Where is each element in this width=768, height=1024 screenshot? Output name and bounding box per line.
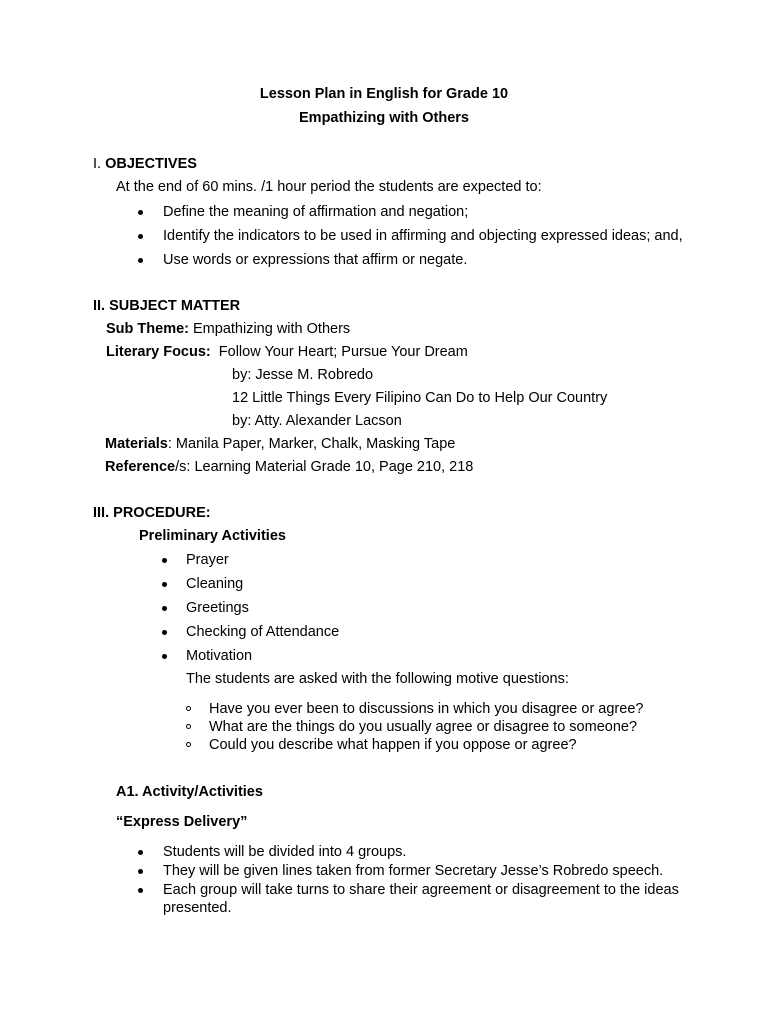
motive-intro: The students are asked with the following motive questions: [186, 671, 569, 687]
bullet-icon [162, 606, 167, 611]
circle-bullet-icon [186, 724, 191, 729]
bullet-icon [138, 258, 143, 263]
literary-focus-title-2: 12 Little Things Every Filipino Can Do to Help Our Country [232, 390, 608, 406]
document-title: Lesson Plan in English for Grade 10 [259, 86, 509, 102]
bullet-icon [138, 234, 143, 239]
reference-label: Reference [105, 459, 176, 475]
bullet-icon [162, 654, 167, 659]
bullet-icon [138, 888, 143, 893]
activity-title: “Express Delivery” [116, 814, 248, 830]
reference-value: /s: Learning Material Grade 10, Page 210, 218 [175, 459, 474, 475]
literary-focus-label: Literary Focus: [106, 344, 211, 360]
preliminary-heading: Preliminary Activities [139, 528, 286, 544]
materials-line [105, 435, 455, 453]
literary-focus-value: Follow Your Heart; Pursue Your Dream [218, 344, 468, 360]
sub-theme-label: Sub Theme: [106, 321, 189, 337]
sub-theme-line [106, 320, 350, 338]
bullet-icon [138, 210, 143, 215]
sub-theme-value: Empathizing with Others [193, 321, 351, 337]
objectives-numeral: I. [93, 156, 102, 172]
activity-heading: A1. Activity/Activities [116, 784, 263, 800]
bullet-icon [162, 558, 167, 563]
materials-value: : Manila Paper, Marker, Chalk, Masking Tape [167, 436, 456, 452]
objectives-intro: At the end of 60 mins. /1 hour period the students are expected to: [116, 179, 542, 195]
subject-matter-heading: II. SUBJECT MATTER [93, 298, 241, 314]
bullet-icon [162, 630, 167, 635]
literary-focus-line [106, 343, 468, 361]
literary-focus-author: by: Jesse M. Robredo [232, 367, 374, 383]
objectives-heading-text: OBJECTIVES [105, 156, 197, 172]
literary-focus-author-2: by: Atty. Alexander Lacson [232, 413, 402, 429]
circle-bullet-icon [186, 742, 191, 747]
procedure-heading: III. PROCEDURE: [93, 505, 211, 521]
bullet-icon [162, 582, 167, 587]
document-page: Lesson Plan in English for Grade 10 Empathizing with Others I. OBJECTIVES At the end of 60 mins. /1 hour period the students are expected to: Define the meaning of affirmation and negation; Identify the indicators to be used in affirming and objecting expressed ideas; and, Use words or expressions that affirm or negate. II. SUBJECT MATTER Sub Theme: Empathizing with Others Literary Focus: Follow Your Heart; Pursue Your Dream by: Jesse M. Robredo 12 Little Things Every Filipino Can Do to Help Our Country by: Atty. Alexander Lacson Materials: Manila Paper, Marker, Chalk, Masking Tape Reference/s: Learning Material Grade 10, Page 210, 218 III. PROCEDURE: Preliminary Activities Prayer Cleaning Greetings Checking of Attendance Motivation The students are asked with the following motive questions: Have you ever been to discussions in which you disagree or agree? What are the things do you usually agree or disagree to someone? Could you describe what happen if you oppose or agree? A1. Activity/Activities “Express Delivery” Students will be divided into 4 groups. They will be given lines taken from former Secretary Jesse’s Robredo speech. Each group will take turns to share their agreement or disagreement to the ideas presented. [0, 0, 768, 1024]
bullet-icon [138, 869, 143, 874]
bullet-icon [138, 850, 143, 855]
document-subtitle: Empathizing with Others [299, 110, 469, 126]
materials-label: Materials [105, 436, 168, 452]
circle-bullet-icon [186, 706, 191, 711]
reference-line [105, 458, 473, 476]
objectives-heading [93, 155, 197, 173]
